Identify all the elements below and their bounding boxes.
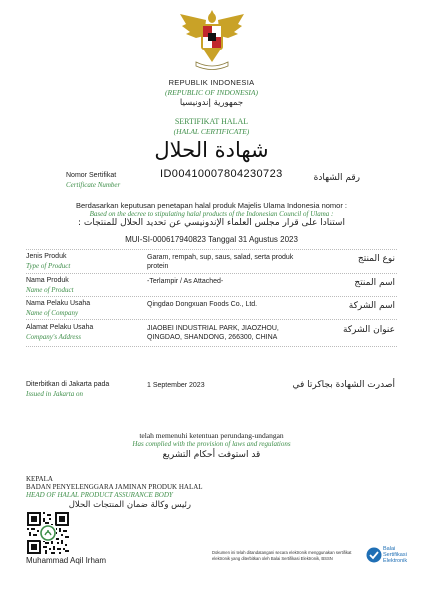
garuda-emblem-icon bbox=[176, 4, 248, 74]
bsre-label bbox=[383, 546, 407, 564]
field-label-en: Name of Company bbox=[26, 309, 79, 317]
field-label-ar: اسم المنتج bbox=[354, 278, 395, 288]
field-label: Jenis Produk bbox=[26, 253, 67, 260]
issued-date: 1 September 2023 bbox=[147, 382, 205, 389]
field-label-ar: اسم الشركة bbox=[348, 301, 395, 311]
certificate-title: SERTIFIKAT HALAL bbox=[174, 117, 249, 126]
country-name-ar: جمهورية إندونيسيا bbox=[179, 98, 244, 108]
field-label-ar: نوع المنتج bbox=[357, 254, 395, 264]
decree-text-en: Based on the decree to stipulating halal products of the Indonesian Council of Ulama : bbox=[89, 210, 334, 218]
divider bbox=[26, 296, 397, 297]
issued-label-en: Issued in Jakarta on bbox=[26, 390, 83, 398]
certificate-title-ar: شهادة الحلال bbox=[154, 138, 269, 162]
bsre-logo-icon bbox=[366, 547, 382, 563]
issued-label: Diterbitkan di Jakarta pada bbox=[26, 381, 110, 388]
signatory-title: KEPALA bbox=[26, 475, 53, 483]
field-label-en: Type of Product bbox=[26, 262, 71, 270]
company-address-value: JIAOBEI INDUSTRIAL PARK, JIAOZHOU, QINGDAO, SHANDONG, 266300, CHINA bbox=[147, 325, 279, 341]
decree-number: MUI-SI-000617940823 Tanggal 31 Agustus 2023 bbox=[125, 235, 298, 244]
certificate-title-en: (HALAL CERTIFICATE) bbox=[173, 127, 250, 136]
compliance-text: telah memenuhi ketentuan perundang-undangan bbox=[139, 431, 284, 440]
field-label: Nama Pelaku Usaha bbox=[26, 300, 91, 307]
signatory-name: Muhammad Aqil Irham bbox=[26, 556, 107, 565]
bsre-label-line: Sertifikasi bbox=[383, 552, 407, 558]
decree-text-ar: استنادا على قرار مجلس العلماء الإندونيسي عن تحديد الحلال للمنتجات : bbox=[78, 218, 345, 228]
product-type-value: Garam, rempah, sup, saus, salad, serta produk protein bbox=[147, 254, 294, 270]
field-label-en: Company's Address bbox=[26, 333, 81, 341]
signatory-agency-en: HEAD OF HALAL PRODUCT ASSURANCE BODY bbox=[26, 491, 173, 499]
certificate-number: ID00410007804230723 bbox=[160, 168, 283, 180]
country-name-en: (REPUBLIC OF INDONESIA) bbox=[165, 88, 258, 97]
bsre-label-line: Elektronik bbox=[383, 558, 408, 564]
field-label: Alamat Pelaku Usaha bbox=[26, 324, 94, 331]
certificate-number-label-en: Certificate Number bbox=[66, 181, 121, 189]
bsre-label-line: Balai bbox=[383, 546, 396, 552]
product-name-value: -Terlampir / As Attached- bbox=[147, 278, 224, 285]
divider bbox=[26, 249, 397, 250]
compliance-text-en: Has complied with the provision of laws and regulations bbox=[132, 440, 291, 448]
field-label: Nama Produk bbox=[26, 277, 69, 284]
country-name: REPUBLIK INDONESIA bbox=[168, 78, 255, 87]
certificate-number-label-ar: رقم الشهادة bbox=[313, 173, 360, 183]
field-label-ar: عنوان الشركة bbox=[342, 325, 395, 335]
issued-label-ar: أصدرت الشهادة بجاكرتا في bbox=[292, 380, 395, 390]
certificate-number-label: Nomor Sertifikat bbox=[66, 172, 117, 179]
divider bbox=[26, 273, 397, 274]
qr-code-icon bbox=[27, 512, 69, 554]
signatory-agency-ar: رئيس وكالة ضمان المنتجات الحلال bbox=[68, 500, 191, 510]
company-name-value: Qingdao Dongxuan Foods Co., Ltd. bbox=[147, 301, 258, 308]
compliance-text-ar: قد استوفت أحكام التشريع bbox=[162, 450, 261, 460]
halal-logo-icon bbox=[40, 525, 56, 541]
divider bbox=[26, 319, 397, 320]
decree-text: Berdasarkan keputusan penetapan halal produk Majelis Ulama Indonesia nomor : bbox=[76, 201, 347, 210]
field-label-en: Name of Product bbox=[26, 286, 74, 294]
signatory-agency: BADAN PENYELENGGARA JAMINAN PRODUK HALAL bbox=[26, 483, 203, 491]
e-signature-notice: Dokumen ini telah ditandatangani secara elektronik menggunakan sertifikat elektronik yang diterbitkan oleh Balai Sertifikasi Elektronik, BSSN bbox=[212, 550, 352, 561]
divider bbox=[26, 346, 397, 347]
